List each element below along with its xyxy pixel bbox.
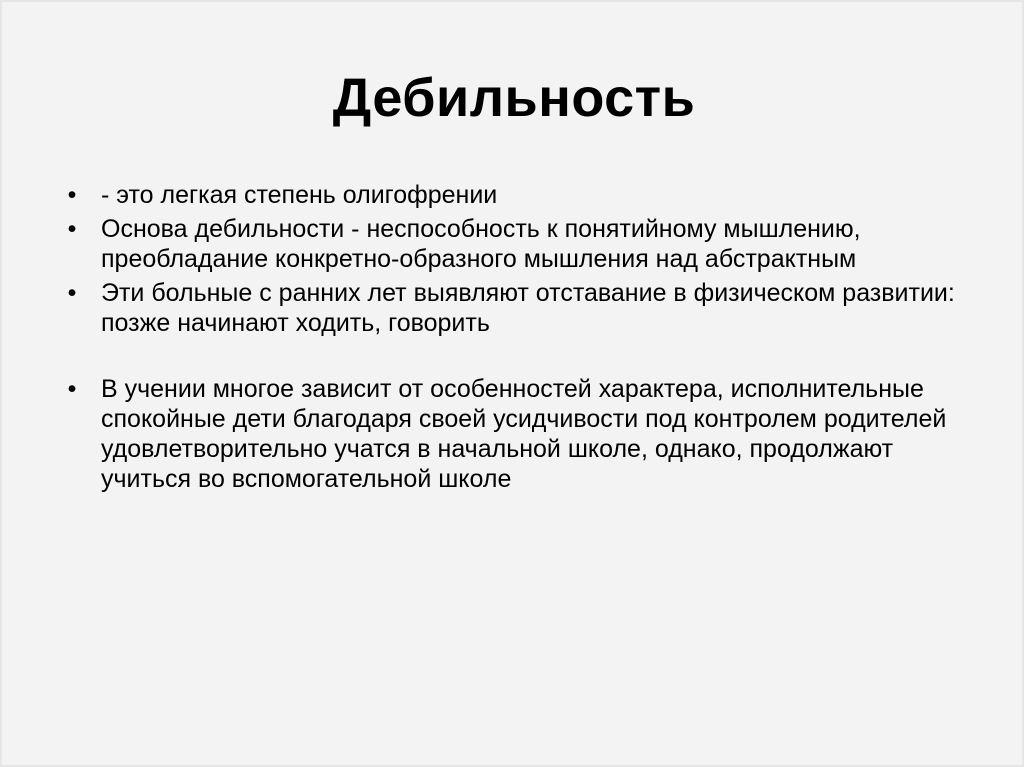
bullet-text: Эти больные с ранних лет выявляют отставание в физическом развитии: позже начинают ходить, говорить <box>101 279 955 337</box>
bullet-dot-icon: • <box>67 181 77 209</box>
bullet-item <box>62 214 982 274</box>
bullet-list <box>62 180 982 498</box>
bullet-item <box>62 374 982 494</box>
bullet-item <box>62 278 982 338</box>
slide-title: Дебильность <box>332 68 696 128</box>
bullet-text: Основа дебильности - неспособность к понятийному мышлению, преобладание конкретно-образного мышления над абстрактным <box>101 215 861 273</box>
bullet-text: - это легкая степень олигофрении <box>101 181 498 209</box>
bullet-dot-icon: • <box>67 215 77 243</box>
bullet-dot-icon: • <box>67 375 77 403</box>
bullet-item <box>62 180 982 210</box>
bullet-dot-icon: • <box>67 279 77 307</box>
bullet-text: В учении многое зависит от особенностей характера, исполнительные спокойные дети благодаря своей усидчивости под контролем родителей удовлетворительно учатся в начальной школе, однако, продолжают учиться во вспомогательной школе <box>101 375 947 493</box>
